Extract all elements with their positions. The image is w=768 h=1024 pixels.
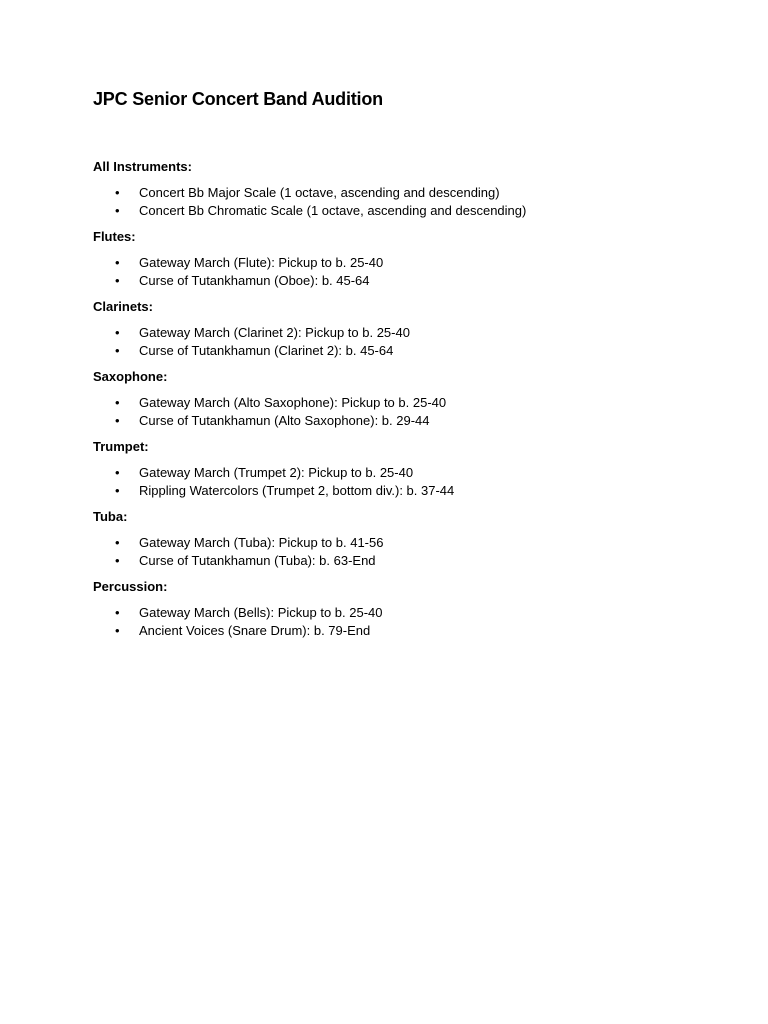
section-heading: Tuba:	[93, 509, 128, 524]
list-item	[93, 394, 693, 412]
list-item-text: Gateway March (Trumpet 2): Pickup to b. 25-40	[139, 465, 414, 480]
section	[93, 438, 693, 500]
section	[93, 508, 693, 570]
section	[93, 368, 693, 430]
list-item	[93, 254, 693, 272]
list-item-text: Gateway March (Bells): Pickup to b. 25-40	[139, 605, 383, 620]
document-content	[93, 86, 693, 648]
list-item-text: Gateway March (Alto Saxophone): Pickup to b. 25-40	[139, 395, 447, 410]
list-item	[93, 202, 693, 220]
list-item	[93, 534, 693, 552]
bullet-list	[93, 394, 693, 430]
list-item-text: Concert Bb Major Scale (1 octave, ascending and descending)	[139, 185, 500, 200]
section	[93, 228, 693, 290]
list-item-text: Gateway March (Flute): Pickup to b. 25-40	[139, 255, 384, 270]
list-item	[93, 552, 693, 570]
list-item	[93, 412, 693, 430]
list-item	[93, 324, 693, 342]
list-item	[93, 604, 693, 622]
section	[93, 298, 693, 360]
section-heading: Flutes:	[93, 229, 136, 244]
audition-sections	[93, 158, 693, 640]
list-item-text: Curse of Tutankhamun (Tuba): b. 63-End	[139, 553, 376, 568]
bullet-icon: •	[115, 395, 120, 410]
bullet-icon: •	[115, 483, 120, 498]
list-item	[93, 482, 693, 500]
list-item-text: Gateway March (Clarinet 2): Pickup to b. 25-40	[139, 325, 410, 340]
bullet-icon: •	[115, 325, 120, 340]
list-item-text: Rippling Watercolors (Trumpet 2, bottom div.): b. 37-44	[139, 483, 455, 498]
bullet-list	[93, 604, 693, 640]
bullet-icon: •	[115, 553, 120, 568]
bullet-icon: •	[115, 623, 120, 638]
bullet-icon: •	[115, 605, 120, 620]
section-heading: Trumpet:	[93, 439, 149, 454]
bullet-icon: •	[115, 273, 120, 288]
list-item	[93, 464, 693, 482]
bullet-list	[93, 254, 693, 290]
bullet-icon: •	[115, 465, 120, 480]
bullet-list	[93, 464, 693, 500]
list-item	[93, 184, 693, 202]
list-item-text: Curse of Tutankhamun (Alto Saxophone): b. 29-44	[139, 413, 430, 428]
bullet-icon: •	[115, 203, 120, 218]
bullet-list	[93, 184, 693, 220]
list-item-text: Concert Bb Chromatic Scale (1 octave, ascending and descending)	[139, 203, 527, 218]
section	[93, 578, 693, 640]
bullet-icon: •	[115, 535, 120, 550]
bullet-icon: •	[115, 185, 120, 200]
section-heading: Percussion:	[93, 579, 168, 594]
list-item-text: Curse of Tutankhamun (Clarinet 2): b. 45-64	[139, 343, 394, 358]
bullet-list	[93, 324, 693, 360]
section-heading: Clarinets:	[93, 299, 153, 314]
bullet-icon: •	[115, 343, 120, 358]
page-title: JPC Senior Concert Band Audition	[93, 89, 383, 109]
bullet-icon: •	[115, 413, 120, 428]
section-heading: Saxophone:	[93, 369, 168, 384]
list-item	[93, 342, 693, 360]
section-heading: All Instruments:	[93, 159, 192, 174]
list-item	[93, 622, 693, 640]
list-item	[93, 272, 693, 290]
list-item-text: Curse of Tutankhamun (Oboe): b. 45-64	[139, 273, 370, 288]
section	[93, 158, 693, 220]
bullet-list	[93, 534, 693, 570]
bullet-icon: •	[115, 255, 120, 270]
list-item-text: Gateway March (Tuba): Pickup to b. 41-56	[139, 535, 384, 550]
list-item-text: Ancient Voices (Snare Drum): b. 79-End	[139, 623, 371, 638]
